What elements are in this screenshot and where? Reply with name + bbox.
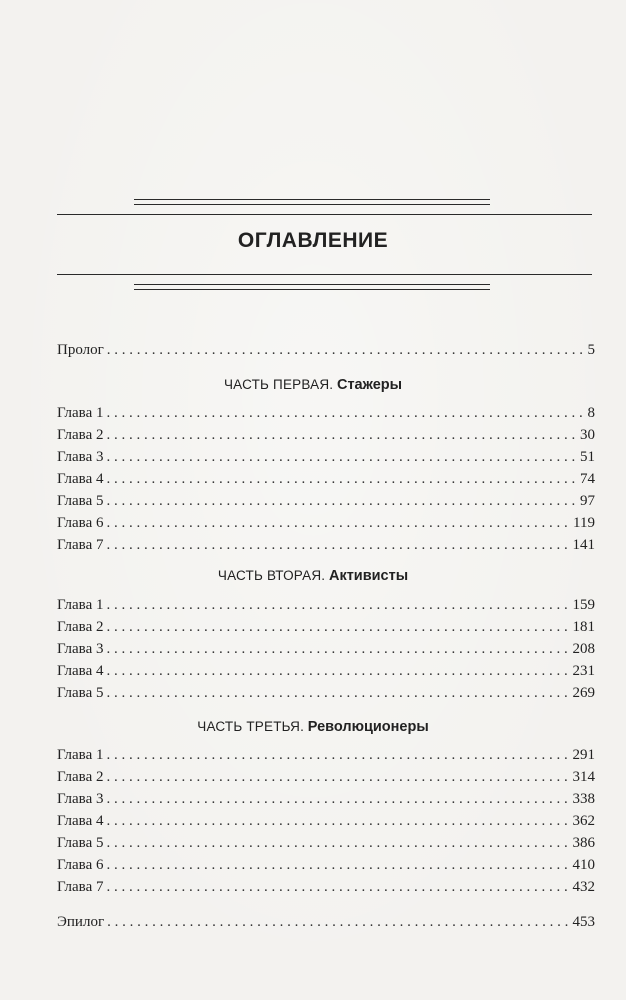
entry-page: 453 xyxy=(572,914,595,930)
entry-label: Пролог xyxy=(57,342,104,358)
part-prefix: ЧАСТЬ ВТОРАЯ. xyxy=(217,568,326,583)
toc-entry xyxy=(57,491,595,511)
entry-label: Глава 6 xyxy=(57,515,104,531)
leader-dots xyxy=(106,745,570,765)
part-prefix: ЧАСТЬ ТРЕТЬЯ. xyxy=(197,719,305,734)
top-rule-short xyxy=(134,199,490,200)
entry-label: Глава 4 xyxy=(57,663,104,679)
entry-label: Глава 6 xyxy=(57,857,104,873)
part-heading-1 xyxy=(0,375,626,395)
bottom-rule-short-2 xyxy=(134,289,490,290)
top-rule-short-2 xyxy=(134,204,490,205)
entry-page: 231 xyxy=(572,663,595,679)
entry-page: 119 xyxy=(573,515,595,531)
entry-page: 141 xyxy=(572,537,595,553)
leader-dots xyxy=(106,877,570,897)
entry-label: Глава 2 xyxy=(57,427,104,443)
entry-label: Глава 4 xyxy=(57,471,104,487)
entry-page: 30 xyxy=(580,427,595,443)
entry-page: 181 xyxy=(572,619,595,635)
toc-entry xyxy=(57,683,595,703)
leader-dots xyxy=(106,425,578,445)
toc-entry xyxy=(57,447,595,467)
entry-label: Эпилог xyxy=(57,914,105,930)
leader-dots xyxy=(106,767,570,787)
entry-page: 386 xyxy=(572,835,595,851)
toc-entry xyxy=(57,535,595,555)
entry-page: 338 xyxy=(572,791,595,807)
entry-page: 74 xyxy=(580,471,595,487)
leader-dots xyxy=(107,912,570,932)
entry-page: 314 xyxy=(572,769,595,785)
part-heading-2 xyxy=(0,566,626,586)
entry-label: Глава 3 xyxy=(57,641,104,657)
entry-label: Глава 5 xyxy=(57,493,104,509)
entry-label: Глава 3 xyxy=(57,791,104,807)
toc-entry xyxy=(57,767,595,787)
leader-dots xyxy=(106,855,570,875)
entry-label: Глава 5 xyxy=(57,685,104,701)
part-title: Стажеры xyxy=(336,377,403,393)
leader-dots xyxy=(106,789,570,809)
entry-label: Глава 5 xyxy=(57,835,104,851)
toc-entry xyxy=(57,639,595,659)
leader-dots xyxy=(106,447,578,467)
bottom-rule-short xyxy=(134,284,490,285)
part-heading-3 xyxy=(0,717,626,737)
toc-entry-prologue xyxy=(57,340,595,360)
entry-label: Глава 4 xyxy=(57,813,104,829)
entry-page: 291 xyxy=(572,747,595,763)
toc-entry xyxy=(57,811,595,831)
leader-dots xyxy=(106,683,570,703)
toc-entry xyxy=(57,789,595,809)
toc-entry xyxy=(57,661,595,681)
entry-label: Глава 1 xyxy=(57,405,104,421)
toc-entry xyxy=(57,877,595,897)
leader-dots xyxy=(106,617,570,637)
toc-entry xyxy=(57,595,595,615)
entry-page: 362 xyxy=(572,813,595,829)
entry-label: Глава 7 xyxy=(57,879,104,895)
entry-page: 5 xyxy=(587,342,595,358)
entry-page: 269 xyxy=(572,685,595,701)
entry-label: Глава 2 xyxy=(57,769,104,785)
leader-dots xyxy=(106,513,571,533)
toc-entry xyxy=(57,469,595,489)
page-title: ОГЛАВЛЕНИЕ xyxy=(237,229,389,252)
entry-page: 410 xyxy=(572,857,595,873)
part-title: Активисты xyxy=(328,568,409,584)
entry-label: Глава 1 xyxy=(57,597,104,613)
part-prefix: ЧАСТЬ ПЕРВАЯ. xyxy=(223,377,334,392)
top-rule-long xyxy=(57,214,592,215)
toc-entry xyxy=(57,403,595,423)
leader-dots xyxy=(106,811,570,831)
entry-label: Глава 3 xyxy=(57,449,104,465)
leader-dots xyxy=(106,535,570,555)
leader-dots xyxy=(106,491,578,511)
leader-dots xyxy=(106,661,570,681)
toc-entry xyxy=(57,855,595,875)
entry-page: 8 xyxy=(587,405,595,421)
leader-dots xyxy=(106,469,578,489)
toc-entry-epilogue xyxy=(57,912,595,932)
entry-label: Глава 7 xyxy=(57,537,104,553)
entry-page: 208 xyxy=(572,641,595,657)
leader-dots xyxy=(107,340,586,360)
entry-page: 97 xyxy=(580,493,595,509)
leader-dots xyxy=(106,639,570,659)
entry-page: 51 xyxy=(580,449,595,465)
entry-label: Глава 1 xyxy=(57,747,104,763)
entry-label: Глава 2 xyxy=(57,619,104,635)
leader-dots xyxy=(106,403,585,423)
toc-entry xyxy=(57,745,595,765)
entry-page: 159 xyxy=(572,597,595,613)
toc-entry xyxy=(57,617,595,637)
toc-entry xyxy=(57,425,595,445)
entry-page: 432 xyxy=(572,879,595,895)
toc-entry xyxy=(57,833,595,853)
toc-entry xyxy=(57,513,595,533)
part-title: Революционеры xyxy=(307,719,429,735)
leader-dots xyxy=(106,595,570,615)
bottom-rule-long xyxy=(57,274,592,275)
leader-dots xyxy=(106,833,570,853)
